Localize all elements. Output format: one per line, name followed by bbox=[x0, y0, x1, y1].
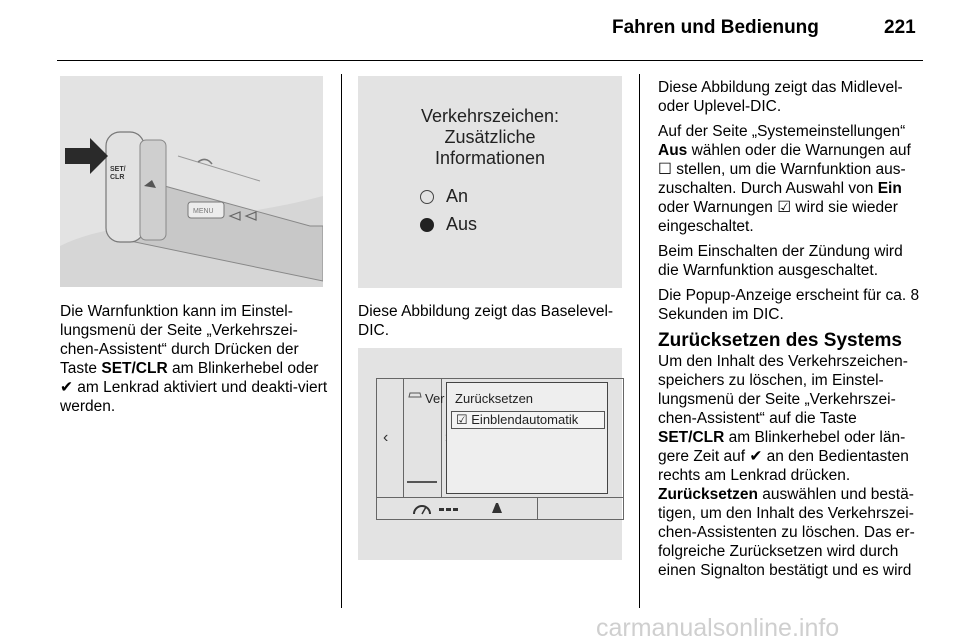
check-icon: ✔ bbox=[60, 379, 73, 396]
col3-p2-b: wählen oder die Warnungen auf ☐ stellen, um die Warnfunktion aus-zuschalten. Durch Auswahl von bbox=[658, 142, 911, 197]
svg-text:carmanualsonline.info: carmanualsonline.info bbox=[596, 614, 840, 642]
dic-title-line3: Informationen bbox=[434, 148, 546, 168]
dic-title-line2: Zusätzliche bbox=[444, 127, 536, 147]
radio-empty-icon bbox=[420, 190, 434, 204]
aus-ref: Aus bbox=[658, 142, 688, 159]
figure-baselevel-dic bbox=[358, 76, 622, 288]
col3-p6-a: auswählen und bestä-tigen, um den Inhalt des Verkehrszei-chen-Assistenten zu löschen. Das er-folgreiche Zurücksetzen wird durch einen Signalton bestätigt und es wird bbox=[658, 486, 915, 579]
speedometer-icon bbox=[411, 501, 433, 517]
col1-p1-part2: am Blinkerhebel oder bbox=[167, 360, 319, 377]
col3-p5-b: am Blinkerhebel oder län-gere Zeit auf ✔ an den Bedientasten rechts am Lenkrad drücken. bbox=[658, 429, 909, 484]
col3-p2-a: Auf der Seite „Systemeinstellungen“ bbox=[658, 123, 906, 140]
column-divider-right bbox=[639, 74, 640, 608]
lever-illustration bbox=[60, 76, 323, 287]
set-clr-ref-2: SET/CLR bbox=[658, 429, 725, 446]
popup-title: Zurücksetzen bbox=[455, 391, 534, 406]
zuruecksetzen-ref: Zurücksetzen bbox=[658, 486, 758, 503]
clr-label: CLR bbox=[110, 174, 125, 181]
col2-caption: Diese Abbildung zeigt das Baselevel-DIC. bbox=[358, 303, 614, 339]
col3-p4: Die Popup-Anzeige erscheint für ca. 8 Sekunden im DIC. bbox=[658, 287, 920, 323]
set-label: SET/ bbox=[110, 166, 126, 173]
col3-text bbox=[658, 78, 924, 586]
radio-filled-icon bbox=[420, 218, 434, 232]
col1-p1-part1: Die Warnfunktion kann im Einstel-lungsmenü der Seite „Verkehrszei-chen-Assistent“ durch Drücken der Taste bbox=[60, 303, 299, 377]
chevron-left-icon: ‹ bbox=[383, 429, 389, 446]
col3-p3: Beim Einschalten der Zündung wird die Warnfunktion ausgeschaltet. bbox=[658, 243, 903, 279]
section-heading: Zurücksetzen des Systems bbox=[658, 330, 902, 351]
col1-text bbox=[60, 302, 332, 422]
header-title: Fahren und Bedienung bbox=[612, 17, 819, 38]
figure-midlevel-dic bbox=[358, 348, 622, 560]
col1-p1-part3: am Lenkrad aktiviert und deakti-viert werden. bbox=[60, 379, 328, 415]
dashes-icon bbox=[439, 507, 459, 513]
tab-label: Ver bbox=[425, 391, 445, 406]
col3-p1: Diese Abbildung zeigt das Midlevel-oder Uplevel-DIC. bbox=[658, 79, 903, 115]
ein-ref: Ein bbox=[877, 180, 902, 197]
reset-popup bbox=[446, 382, 608, 494]
car-icon bbox=[407, 389, 423, 401]
footer-watermark bbox=[596, 614, 958, 642]
menu-label: MENU bbox=[193, 208, 214, 215]
set-clr-button-ref: SET/CLR bbox=[101, 360, 168, 377]
page-number: 221 bbox=[884, 17, 916, 38]
dic-title-line1: Verkehrszeichen: bbox=[420, 106, 560, 126]
col3-p5-a: Um den Inhalt des Verkehrszeichen-speichers zu löschen, im Einstel-lungsmenü der Seite „Verkehrszei-chen-Assistent“ auf die Taste bbox=[658, 353, 908, 427]
popup-item-einblendautomatik: ☑ Einblendautomatik bbox=[451, 411, 605, 429]
option-on-label: An bbox=[446, 186, 469, 206]
column-divider-left bbox=[341, 74, 342, 608]
col3-p2-c: oder Warnungen ☑ wird sie wieder eingeschaltet. bbox=[658, 199, 898, 235]
figure-turn-signal-lever bbox=[60, 76, 323, 287]
lane-icon bbox=[489, 501, 505, 515]
header-rule bbox=[57, 60, 923, 61]
option-off-label: Aus bbox=[446, 214, 478, 234]
